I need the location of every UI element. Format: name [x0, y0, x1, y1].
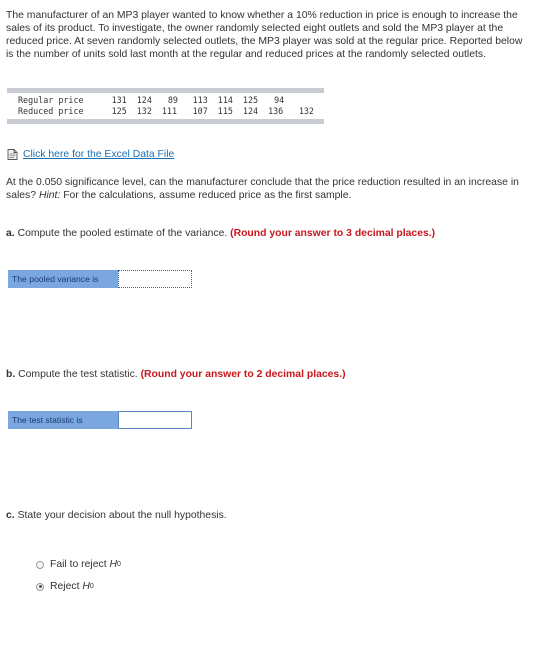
rounding-instruction: (Round your answer to 2 decimal places.) — [140, 369, 346, 380]
pooled-variance-input[interactable] — [118, 270, 192, 288]
hypothesis-subscript: 0 — [89, 583, 94, 590]
table-cell: 125 — [111, 106, 127, 116]
table-cell: 107 — [192, 106, 208, 116]
part-text: State your decision about the null hypothesis. — [17, 510, 227, 521]
part-c-prompt — [6, 509, 227, 522]
part-letter: a. — [6, 228, 15, 239]
part-text: Compute the pooled estimate of the variance. — [17, 228, 228, 239]
table-cell: 115 — [217, 106, 233, 116]
hint-text: For the calculations, assume reduced price as the first sample. — [63, 190, 352, 201]
question-main: At the 0.050 significance level, can the manufacturer conclude that the price reduction resulted in an increase in sales? — [6, 177, 519, 201]
pooled-variance-row — [8, 270, 192, 288]
hypothesis-symbol: H — [109, 559, 117, 570]
table-cell: 124 — [242, 106, 259, 116]
rounding-instruction: (Round your answer to 3 decimal places.) — [230, 228, 436, 239]
pooled-variance-label: The pooled variance is — [8, 270, 118, 288]
excel-link-text: Click here for the Excel Data File — [23, 149, 175, 160]
option-text: Fail to reject — [50, 559, 107, 570]
part-b-prompt — [6, 368, 346, 381]
hint-label: Hint: — [38, 190, 61, 201]
table-cell: 125 — [242, 95, 259, 105]
part-text: Compute the test statistic. — [18, 369, 138, 380]
data-table — [7, 88, 324, 124]
table-cell: 132 — [136, 106, 152, 116]
document-icon — [7, 149, 18, 160]
table-cell: 89 — [167, 95, 178, 105]
test-statistic-row — [8, 411, 192, 429]
table-cell — [299, 91, 324, 107]
part-letter: c. — [6, 510, 15, 521]
row-label: Reduced price — [18, 106, 84, 116]
question-text — [6, 176, 530, 202]
option-fail-to-reject[interactable] — [36, 559, 121, 570]
table-cell: 131 — [111, 95, 127, 105]
table-cell: 94 — [274, 95, 285, 105]
row-label: Regular price — [18, 95, 84, 105]
table-row — [7, 91, 324, 107]
option-text: Reject — [50, 581, 80, 592]
excel-data-link[interactable] — [7, 149, 174, 160]
problem-intro: The manufacturer of an MP3 player wanted to know whether a 10% reduction in price is enough to increase the sales of its product. To investigate, the owner randomly selected eight outlets and sold the MP3 player at the reduced price. At seven randomly selected outlets, the MP3 player was sold at the regular price. Reported below is the number of units sold last month at the regular and reduced prices at the randomly selected outlets. — [6, 10, 523, 60]
test-statistic-input[interactable] — [118, 411, 192, 429]
table-cell: 132 — [298, 106, 314, 116]
table-row — [7, 106, 324, 122]
radio-button-fail-to-reject[interactable] — [36, 561, 44, 569]
part-a-prompt — [6, 227, 435, 240]
table-cell: 113 — [192, 95, 208, 105]
part-letter: b. — [6, 369, 16, 380]
table-cell: 136 — [268, 106, 284, 116]
table-cell: 114 — [217, 95, 233, 105]
table-cell: 124 — [136, 95, 152, 105]
option-reject[interactable] — [36, 581, 94, 592]
radio-button-reject[interactable] — [36, 583, 44, 591]
test-statistic-label: The test statistic is — [8, 411, 118, 429]
hypothesis-symbol: H — [82, 581, 90, 592]
table-cell: 111 — [161, 106, 178, 116]
hypothesis-subscript: 0 — [117, 561, 121, 568]
